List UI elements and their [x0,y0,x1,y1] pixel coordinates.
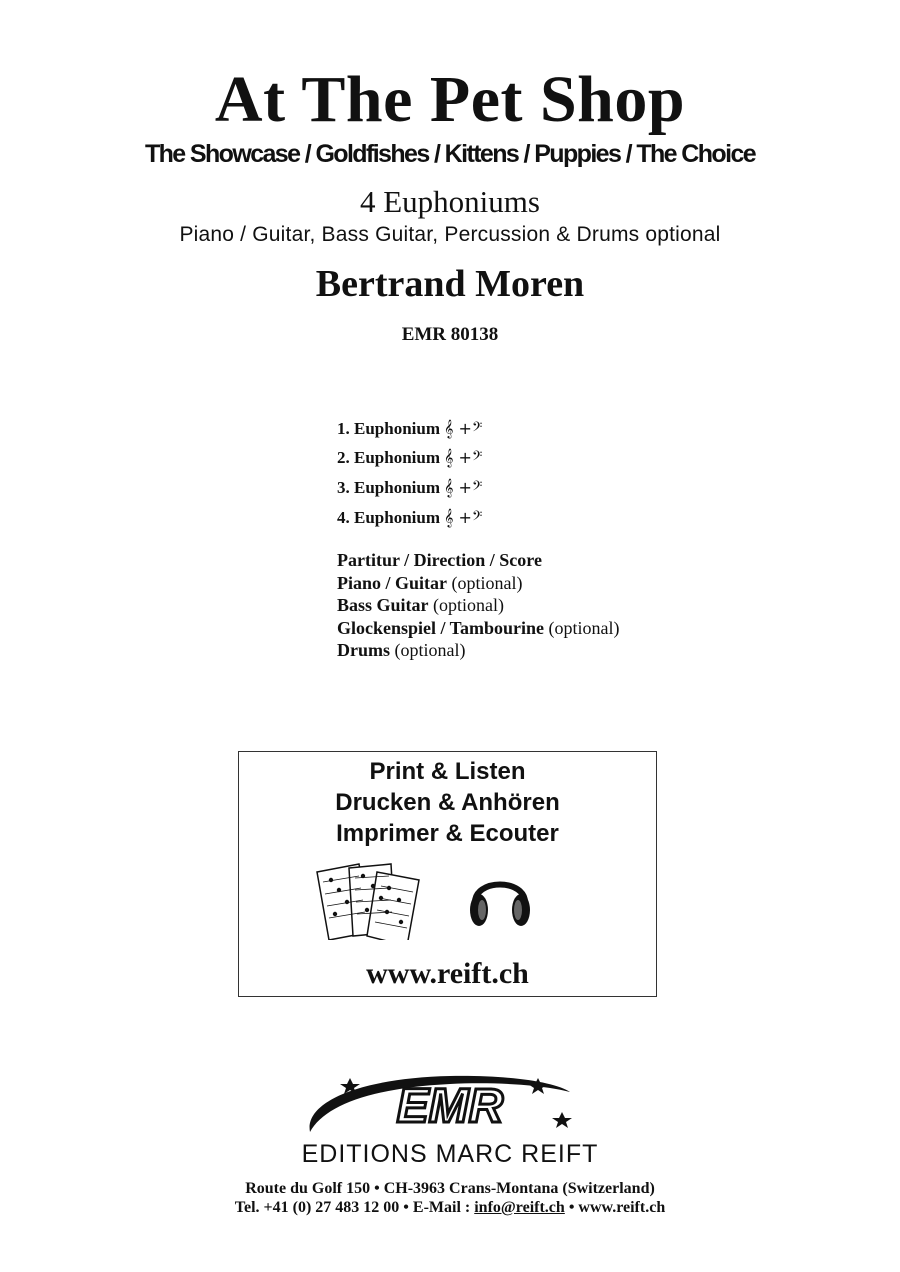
extra-part-note: (optional) [390,640,466,661]
publisher-address: Route du Golf 150 • CH-3963 Crans-Montana (Switzerland) [245,1180,655,1197]
clef-icon: 𝄞 +𝄢 [444,507,483,527]
promo-line-english: Print & Listen [369,758,526,785]
extra-part-item [337,572,620,595]
sheet-music-icon [315,860,425,940]
extra-part-name: Bass Guitar [337,595,429,616]
catalog-number: EMR 80138 [401,324,499,345]
emr-logo [300,1072,600,1138]
extra-part-name: Partitur / Direction / Score [337,550,542,570]
extra-part-note: (optional) [544,617,620,638]
clef-icon: 𝄞 +𝄢 [444,477,483,497]
promo-website[interactable]: www.reift.ch [366,957,529,990]
part-label: 4. Euphonium [337,507,440,527]
movement-list: The Showcase / Goldfishes / Kittens / Puppies / The Choice [144,140,756,168]
publisher-name: EDITIONS MARC REIFT [301,1140,599,1168]
extra-part-note: (optional) [447,572,523,593]
part-item [337,503,482,533]
part-label: 1. Euphonium [337,418,440,438]
print-listen-box [238,751,657,997]
extra-part-item [337,549,620,572]
clef-icon: 𝄞 +𝄢 [444,448,483,468]
page-title: At The Pet Shop [214,63,686,136]
promo-line-german: Drucken & Anhören [335,789,560,816]
publisher-contact [0,1199,900,1217]
phone-text: Tel. +41 (0) 27 483 12 00 • E-Mail : [234,1199,475,1216]
extra-parts-list [337,549,620,662]
part-item [337,473,482,503]
extra-part-note: (optional) [428,595,504,616]
emr-logo-text: EMR [396,1080,504,1133]
part-item [337,444,482,474]
part-label: 2. Euphonium [337,448,440,468]
headphones-icon [465,864,535,934]
optional-instruments: Piano / Guitar, Bass Guitar, Percussion & Drums optional [179,223,721,246]
composer-name: Bertrand Moren [315,263,585,305]
part-label: 3. Euphonium [337,477,440,497]
part-item [337,414,482,444]
website-link[interactable]: • www.reift.ch [564,1199,666,1216]
instrumentation: 4 Euphoniums [360,184,540,219]
extra-part-item [337,594,620,617]
extra-part-item [337,639,620,662]
extra-part-name: Drums [337,640,390,661]
promo-line-french: Imprimer & Ecouter [336,820,559,847]
extra-part-name: Piano / Guitar [337,572,448,593]
extra-part-name: Glockenspiel / Tambourine [337,617,545,638]
email-link[interactable]: info@reift.ch [474,1199,565,1216]
parts-list [337,414,482,532]
clef-icon: 𝄞 +𝄢 [444,418,483,438]
extra-part-item [337,617,620,640]
